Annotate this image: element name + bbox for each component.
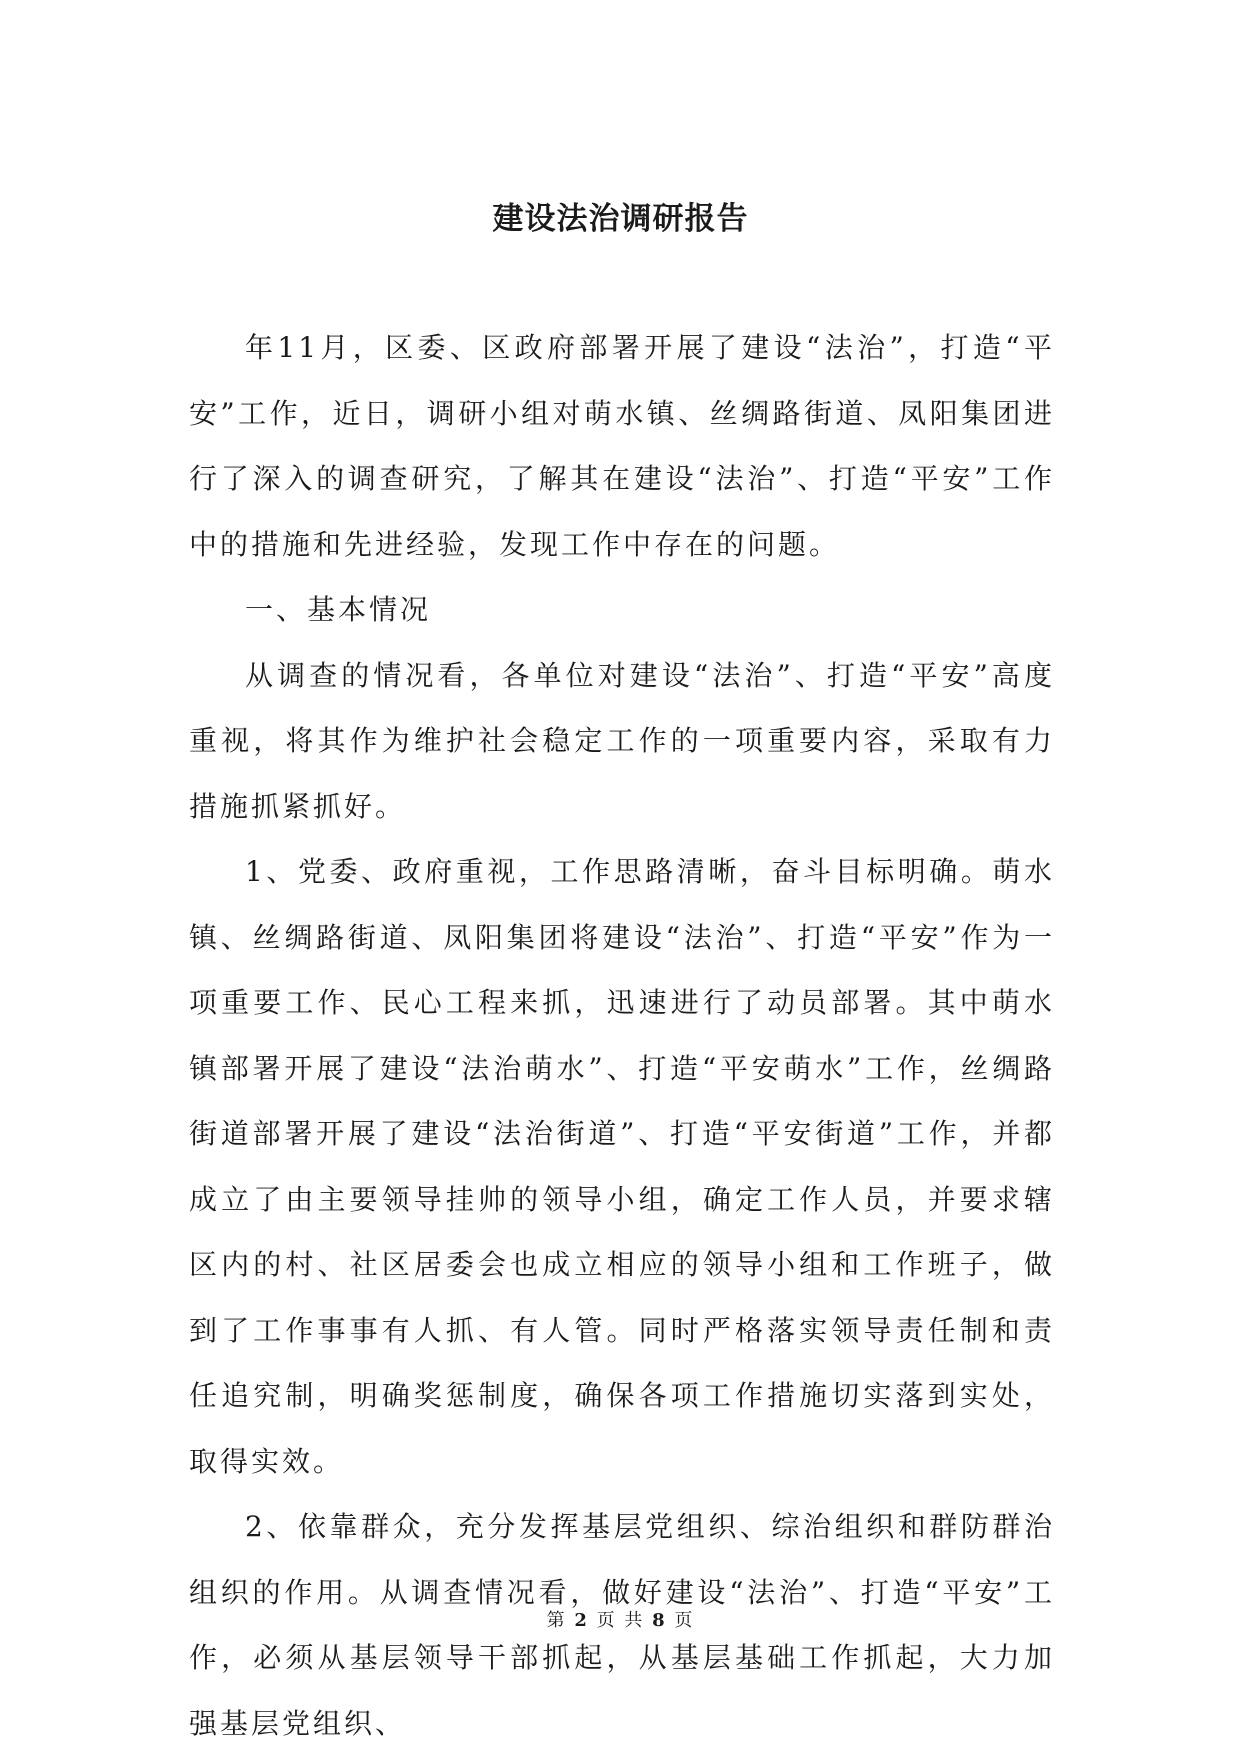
document-title: 建设法治调研报告 <box>492 201 749 237</box>
page-footer <box>0 1606 1241 1632</box>
paragraph-point-2: 2、依靠群众，充分发挥基层党组织、综治组织和群防群治组织的作用。从调查情况看，做好建设“法治”、打造“平安”工作，必须从基层领导干部抓起，从基层基础工作抓起，大力加强基层党组织、 <box>189 1510 1055 1740</box>
document-body <box>189 315 1055 1756</box>
paragraph-point-1: 1、党委、政府重视，工作思路清晰，奋斗目标明确。萌水镇、丝绸路街道、凤阳集团将建设“法治”、打造“平安”作为一项重要工作、民心工程来抓，迅速进行了动员部署。其中萌水镇部署开展了建设“法治萌水”、打造“平安萌水”工作，丝绸路街道部署开展了建设“法治街道”、打造“平安街道”工作，并都成立了由主要领导挂帅的领导小组，确定工作人员，并要求辖区内的村、社区居委会也成立相应的领导小组和工作班子，做到了工作事事有人抓、有人管。同时严格落实领导责任制和责任追究制，明确奖惩制度，确保各项工作措施切实落到实处，取得实效。 <box>189 855 1055 1478</box>
footer-mid: 页 共 <box>596 1610 645 1631</box>
section-heading-basic-situation: 一、基本情况 <box>245 593 432 626</box>
footer-current-page: 2 <box>574 1610 589 1631</box>
paragraph-overview: 从调查的情况看，各单位对建设“法治”、打造“平安”高度重视，将其作为维护社会稳定工作的一项重要内容，采取有力措施抓紧抓好。 <box>189 658 1055 823</box>
footer-total-pages: 8 <box>652 1610 667 1631</box>
footer-prefix: 第 <box>546 1610 567 1631</box>
footer-suffix: 页 <box>674 1610 695 1631</box>
paragraph-intro: 年11月，区委、区政府部署开展了建设“法治”，打造“平安”工作，近日，调研小组对萌水镇、丝绸路街道、凤阳集团进行了深入的调查研究，了解其在建设“法治”、打造“平安”工作中的措施和先进经验，发现工作中存在的问题。 <box>189 331 1055 561</box>
